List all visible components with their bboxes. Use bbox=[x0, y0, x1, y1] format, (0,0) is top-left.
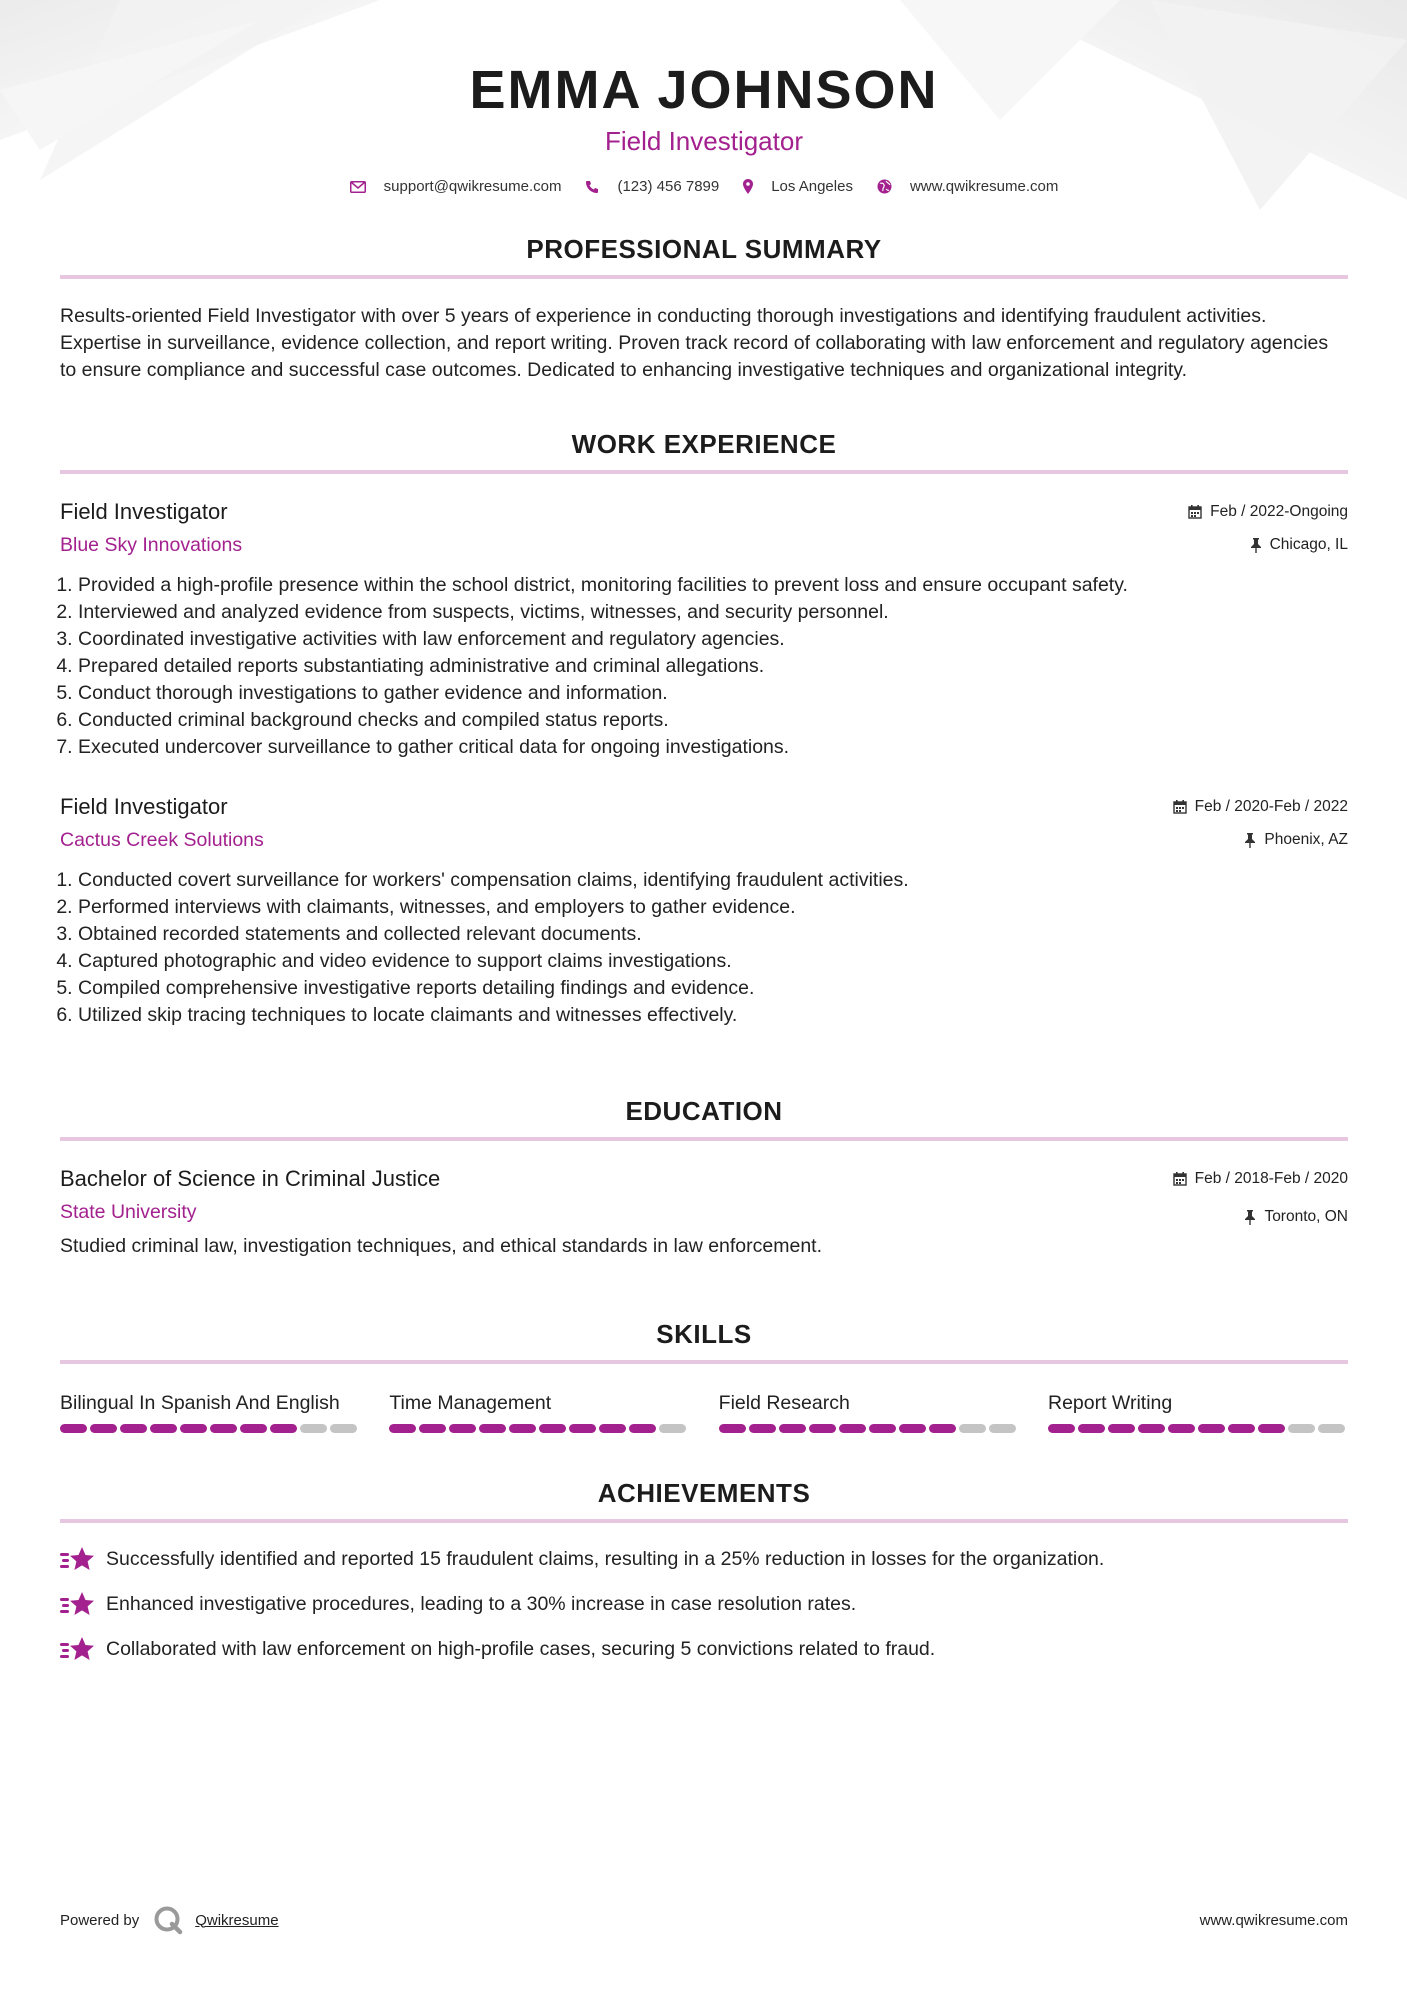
skill-item bbox=[389, 1390, 689, 1433]
contact-location-text: Los Angeles bbox=[771, 178, 853, 195]
job-dates-text: Feb / 2020-Feb / 2022 bbox=[1194, 798, 1348, 815]
calendar-icon bbox=[1173, 1172, 1187, 1186]
contact-location bbox=[743, 178, 853, 195]
list-item: 7. Executed undercover surveillance to gather critical data for ongoing investigations. bbox=[78, 734, 1348, 761]
skill-segment-empty bbox=[1318, 1424, 1345, 1433]
education-dates bbox=[1173, 1169, 1348, 1189]
skill-name: Bilingual In Spanish And English bbox=[60, 1392, 340, 1414]
experience-heading: WORK EXPERIENCE bbox=[571, 429, 837, 459]
skill-item bbox=[60, 1390, 360, 1433]
page-footer bbox=[60, 1900, 1348, 1940]
list-item: 5. Compiled comprehensive investigative reports detailing findings and evidence. bbox=[78, 975, 1348, 1002]
skill-segment-filled bbox=[60, 1424, 87, 1433]
star-icon bbox=[60, 1545, 96, 1575]
skill-segment-filled bbox=[509, 1424, 536, 1433]
contact-email-text: support@qwikresume.com bbox=[383, 178, 562, 195]
achievement-item bbox=[60, 1537, 1348, 1582]
education-entry bbox=[60, 1165, 1348, 1260]
star-icon bbox=[60, 1590, 96, 1620]
section-divider bbox=[60, 275, 1348, 279]
achievement-text: Successfully identified and reported 15 fraudulent claims, resulting in a 25% reduction in losses for the organization. bbox=[106, 1548, 1105, 1570]
list-item: 4. Prepared detailed reports substantiating administrative and criminal allegations. bbox=[78, 653, 1348, 680]
skills-heading: SKILLS bbox=[656, 1319, 752, 1349]
education-section bbox=[60, 1095, 1348, 1260]
skill-segment-filled bbox=[389, 1424, 416, 1433]
skill-segment-empty bbox=[300, 1424, 327, 1433]
job-company: Cactus Creek Solutions bbox=[60, 829, 264, 851]
phone-icon bbox=[585, 180, 599, 194]
job-entry bbox=[60, 793, 1348, 1029]
summary-section bbox=[60, 233, 1348, 384]
job-company: Blue Sky Innovations bbox=[60, 534, 243, 556]
achievements-heading: ACHIEVEMENTS bbox=[597, 1478, 811, 1508]
skill-segment-filled bbox=[809, 1424, 836, 1433]
contact-phone-text: (123) 456 7899 bbox=[617, 178, 720, 195]
job-bullets bbox=[60, 572, 1348, 761]
calendar-icon bbox=[1173, 800, 1187, 814]
achievement-text: Collaborated with law enforcement on high-profile cases, securing 5 convictions related to fraud. bbox=[106, 1638, 936, 1660]
skills-list bbox=[60, 1390, 1348, 1433]
achievement-text: Enhanced investigative procedures, leading to a 30% increase in case resolution rates. bbox=[106, 1593, 857, 1615]
job-meta bbox=[1173, 797, 1348, 850]
education-dates-text: Feb / 2018-Feb / 2020 bbox=[1194, 1170, 1348, 1187]
skill-segment-filled bbox=[719, 1424, 746, 1433]
star-icon bbox=[60, 1635, 96, 1665]
skill-level-bar bbox=[719, 1424, 1019, 1433]
pushpin-icon bbox=[1244, 1210, 1256, 1225]
contact-bar bbox=[60, 178, 1348, 195]
job-meta bbox=[1188, 502, 1348, 555]
map-pin-icon bbox=[743, 179, 753, 194]
skill-segment-filled bbox=[449, 1424, 476, 1433]
degree-title: Bachelor of Science in Criminal Justice bbox=[60, 1166, 441, 1191]
skill-segment-filled bbox=[150, 1424, 177, 1433]
footer-website-link[interactable]: www.qwikresume.com bbox=[1199, 1911, 1348, 1929]
job-location bbox=[1173, 830, 1348, 850]
powered-by-label: Powered by bbox=[60, 1911, 140, 1929]
calendar-icon bbox=[1188, 505, 1202, 519]
summary-heading: PROFESSIONAL SUMMARY bbox=[526, 234, 882, 264]
pushpin-icon bbox=[1244, 833, 1256, 848]
education-description: Studied criminal law, investigation techniques, and ethical standards in law enforcement. bbox=[60, 1235, 823, 1257]
list-item: 2. Performed interviews with claimants, witnesses, and employers to gather evidence. bbox=[78, 894, 1348, 921]
section-divider bbox=[60, 1519, 1348, 1523]
skill-segment-filled bbox=[479, 1424, 506, 1433]
skill-level-bar bbox=[1048, 1424, 1348, 1433]
summary-text: Results-oriented Field Investigator with over 5 years of experience in conducting thorough investigations and identifying fraudulent activities. Expertise in surveillance, evidence collection, and report writing. Proven track record of collaborating with law enforcement and regulatory agencies to ensure compliance and successful case outcomes. Dedicated to enhancing investigative techniques and organizational integrity. bbox=[60, 305, 1329, 381]
list-item: 4. Captured photographic and video evidence to support claims investigations. bbox=[78, 948, 1348, 975]
skill-segment-filled bbox=[1198, 1424, 1225, 1433]
education-heading: EDUCATION bbox=[625, 1096, 783, 1126]
job-location-text: Chicago, IL bbox=[1269, 536, 1348, 553]
skill-segment-filled bbox=[419, 1424, 446, 1433]
list-item: 3. Obtained recorded statements and collected relevant documents. bbox=[78, 921, 1348, 948]
skill-segment-filled bbox=[629, 1424, 656, 1433]
candidate-role: Field Investigator bbox=[605, 126, 803, 156]
job-bullets bbox=[60, 867, 1348, 1029]
achievements-section bbox=[60, 1477, 1348, 1672]
skill-segment-filled bbox=[539, 1424, 566, 1433]
skill-item bbox=[719, 1390, 1019, 1433]
candidate-name: EMMA JOHNSON bbox=[469, 60, 939, 120]
skill-segment-empty bbox=[330, 1424, 357, 1433]
education-meta bbox=[1173, 1169, 1348, 1227]
envelope-icon bbox=[350, 181, 366, 193]
list-item: 2. Interviewed and analyzed evidence from suspects, victims, witnesses, and security personnel. bbox=[78, 599, 1348, 626]
skill-segment-filled bbox=[869, 1424, 896, 1433]
skill-segment-filled bbox=[270, 1424, 297, 1433]
skill-segment-filled bbox=[599, 1424, 626, 1433]
skill-segment-empty bbox=[659, 1424, 686, 1433]
skill-level-bar bbox=[389, 1424, 689, 1433]
section-divider bbox=[60, 1360, 1348, 1364]
skill-segment-filled bbox=[839, 1424, 866, 1433]
job-entry bbox=[60, 498, 1348, 761]
skill-segment-filled bbox=[899, 1424, 926, 1433]
section-divider bbox=[60, 1137, 1348, 1141]
list-item: 6. Utilized skip tracing techniques to locate claimants and witnesses effectively. bbox=[78, 1002, 1348, 1029]
resume-page bbox=[60, 0, 1348, 1672]
contact-email[interactable] bbox=[350, 178, 562, 195]
skill-segment-filled bbox=[569, 1424, 596, 1433]
skill-name: Report Writing bbox=[1047, 1392, 1173, 1414]
skill-name: Time Management bbox=[389, 1392, 552, 1414]
achievement-item bbox=[60, 1627, 1348, 1672]
list-item: 1. Provided a high-profile presence within the school district, monitoring facilities to prevent loss and ensure occupant safety. bbox=[78, 572, 1348, 599]
job-title: Field Investigator bbox=[60, 499, 228, 524]
skill-segment-filled bbox=[120, 1424, 147, 1433]
skill-name: Field Research bbox=[718, 1392, 850, 1414]
skill-segment-filled bbox=[210, 1424, 237, 1433]
resume-header bbox=[60, 0, 1348, 195]
skill-segment-empty bbox=[959, 1424, 986, 1433]
skill-segment-filled bbox=[1078, 1424, 1105, 1433]
job-dates-text: Feb / 2022-Ongoing bbox=[1210, 503, 1348, 520]
qwikresume-logo-icon bbox=[153, 1905, 183, 1935]
pushpin-icon bbox=[1250, 538, 1262, 553]
job-location-text: Phoenix, AZ bbox=[1264, 831, 1348, 848]
skill-segment-filled bbox=[180, 1424, 207, 1433]
contact-website[interactable] bbox=[877, 178, 1058, 195]
achievement-item bbox=[60, 1582, 1348, 1627]
skill-segment-filled bbox=[1228, 1424, 1255, 1433]
skill-segment-empty bbox=[989, 1424, 1016, 1433]
skill-segment-filled bbox=[1138, 1424, 1165, 1433]
list-item: 6. Conducted criminal background checks and compiled status reports. bbox=[78, 707, 1348, 734]
qwikresume-link[interactable]: Qwikresume bbox=[195, 1911, 279, 1929]
experience-section bbox=[60, 428, 1348, 1029]
skill-segment-filled bbox=[240, 1424, 267, 1433]
job-title: Field Investigator bbox=[60, 794, 228, 819]
skill-segment-filled bbox=[1258, 1424, 1285, 1433]
skill-level-bar bbox=[60, 1424, 360, 1433]
school-name: State University bbox=[60, 1201, 197, 1223]
contact-phone[interactable] bbox=[585, 178, 719, 195]
job-dates bbox=[1173, 797, 1348, 817]
contact-website-text: www.qwikresume.com bbox=[909, 178, 1059, 195]
skill-item bbox=[1048, 1390, 1348, 1433]
skill-segment-filled bbox=[1168, 1424, 1195, 1433]
section-divider bbox=[60, 470, 1348, 474]
achievements-list bbox=[60, 1537, 1348, 1672]
list-item: 1. Conducted covert surveillance for workers' compensation claims, identifying fraudulent activities. bbox=[78, 867, 1348, 894]
globe-icon bbox=[877, 179, 892, 194]
list-item: 5. Conduct thorough investigations to gather evidence and information. bbox=[78, 680, 1348, 707]
skills-section bbox=[60, 1318, 1348, 1433]
skill-segment-filled bbox=[779, 1424, 806, 1433]
education-location-text: Toronto, ON bbox=[1264, 1208, 1348, 1225]
skill-segment-filled bbox=[929, 1424, 956, 1433]
skill-segment-filled bbox=[1048, 1424, 1075, 1433]
list-item: 3. Coordinated investigative activities with law enforcement and regulatory agencies. bbox=[78, 626, 1348, 653]
job-location bbox=[1188, 535, 1348, 555]
skill-segment-filled bbox=[1108, 1424, 1135, 1433]
skill-segment-filled bbox=[90, 1424, 117, 1433]
footer-branding bbox=[60, 1905, 279, 1935]
skill-segment-empty bbox=[1288, 1424, 1315, 1433]
job-dates bbox=[1188, 502, 1348, 522]
skill-segment-filled bbox=[749, 1424, 776, 1433]
education-location bbox=[1173, 1207, 1348, 1227]
